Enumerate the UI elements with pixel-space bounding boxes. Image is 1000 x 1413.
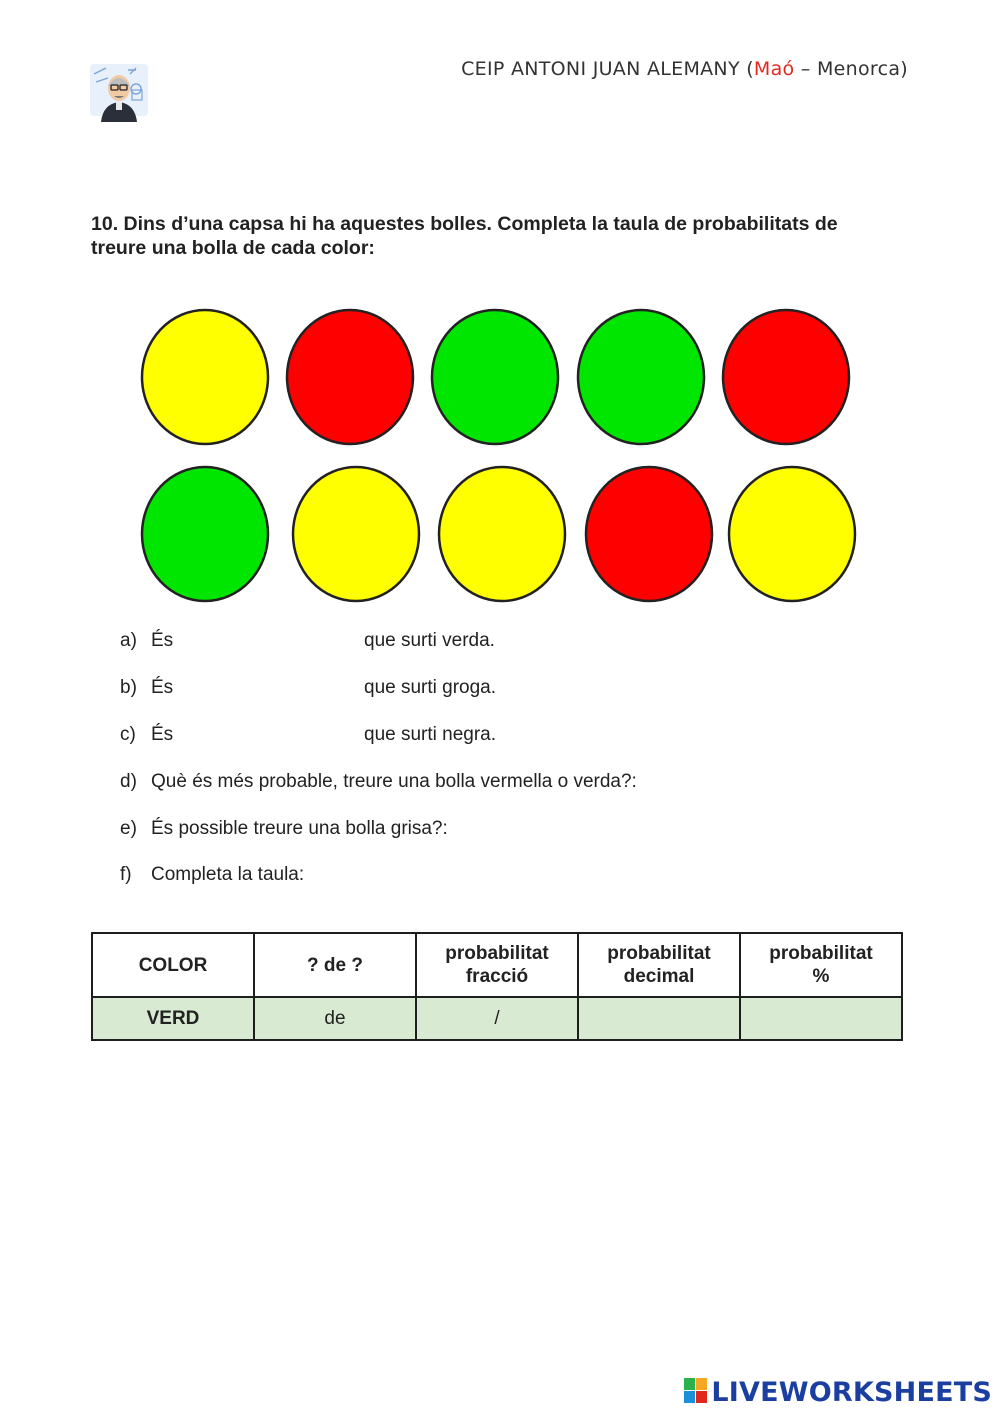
header-percent-line2: % bbox=[812, 966, 830, 987]
header-percent-line1: probabilitat bbox=[769, 943, 873, 964]
green-ball bbox=[578, 310, 704, 444]
item-text: És possible treure una bolla grisa?: bbox=[151, 818, 448, 839]
liveworksheets-logo-icon bbox=[684, 1378, 708, 1404]
yellow-ball bbox=[439, 467, 565, 601]
cell-color: VERD bbox=[92, 997, 254, 1040]
header-count: ? de ? bbox=[254, 933, 416, 997]
item-letter: a) bbox=[120, 630, 137, 651]
green-ball bbox=[432, 310, 558, 444]
question-title: 10. Dins d’una capsa hi ha aquestes bolles. Completa la taula de probabilitats de treure una bolla de cada color: bbox=[91, 213, 838, 259]
yellow-ball bbox=[142, 310, 268, 444]
item-text: Què és més probable, treure una bolla vermella o verda?: bbox=[151, 771, 637, 792]
balls-illustration bbox=[0, 0, 1000, 620]
header-fraction bbox=[416, 933, 578, 997]
table-header-row bbox=[92, 933, 902, 997]
table-row bbox=[92, 997, 902, 1040]
item-letter: c) bbox=[120, 724, 136, 745]
header-decimal-line1: probabilitat bbox=[607, 943, 711, 964]
item-suffix: que surti groga. bbox=[364, 677, 497, 698]
header-color: COLOR bbox=[92, 933, 254, 997]
yellow-ball bbox=[293, 467, 419, 601]
cell-decimal[interactable] bbox=[578, 997, 740, 1040]
item-text: Completa la taula: bbox=[151, 864, 305, 885]
red-ball bbox=[723, 310, 849, 444]
brand-text: LIVEWORKSHEETS bbox=[711, 1377, 992, 1408]
cell-fraction[interactable]: / bbox=[416, 997, 578, 1040]
item-suffix: que surti negra. bbox=[364, 724, 497, 745]
teacher-avatar-logo bbox=[88, 60, 150, 122]
school-name: CEIP ANTONI JUAN ALEMANY ( bbox=[461, 58, 754, 80]
yellow-ball bbox=[729, 467, 855, 601]
school-header bbox=[461, 58, 908, 80]
region-name: – Menorca) bbox=[794, 58, 908, 80]
item-text: És bbox=[151, 630, 174, 651]
header-decimal bbox=[578, 933, 740, 997]
item-letter: e) bbox=[120, 818, 137, 839]
item-suffix: que surti verda. bbox=[364, 630, 495, 651]
header-fraction-line2: fracció bbox=[465, 966, 529, 987]
cell-percent[interactable] bbox=[740, 997, 902, 1040]
item-letter: f) bbox=[120, 864, 132, 885]
header-decimal-line2: decimal bbox=[623, 966, 695, 987]
red-ball bbox=[287, 310, 413, 444]
cell-count[interactable]: de bbox=[254, 997, 416, 1040]
item-letter: d) bbox=[120, 771, 137, 792]
liveworksheets-brand bbox=[684, 1377, 992, 1408]
item-text: És bbox=[151, 724, 174, 745]
header-fraction-line1: probabilitat bbox=[445, 943, 549, 964]
probability-table bbox=[91, 932, 903, 1041]
city-name: Maó bbox=[753, 58, 795, 80]
green-ball bbox=[142, 467, 268, 601]
item-letter: b) bbox=[120, 677, 137, 698]
header-percent bbox=[740, 933, 902, 997]
red-ball bbox=[586, 467, 712, 601]
item-text: És bbox=[151, 677, 174, 698]
